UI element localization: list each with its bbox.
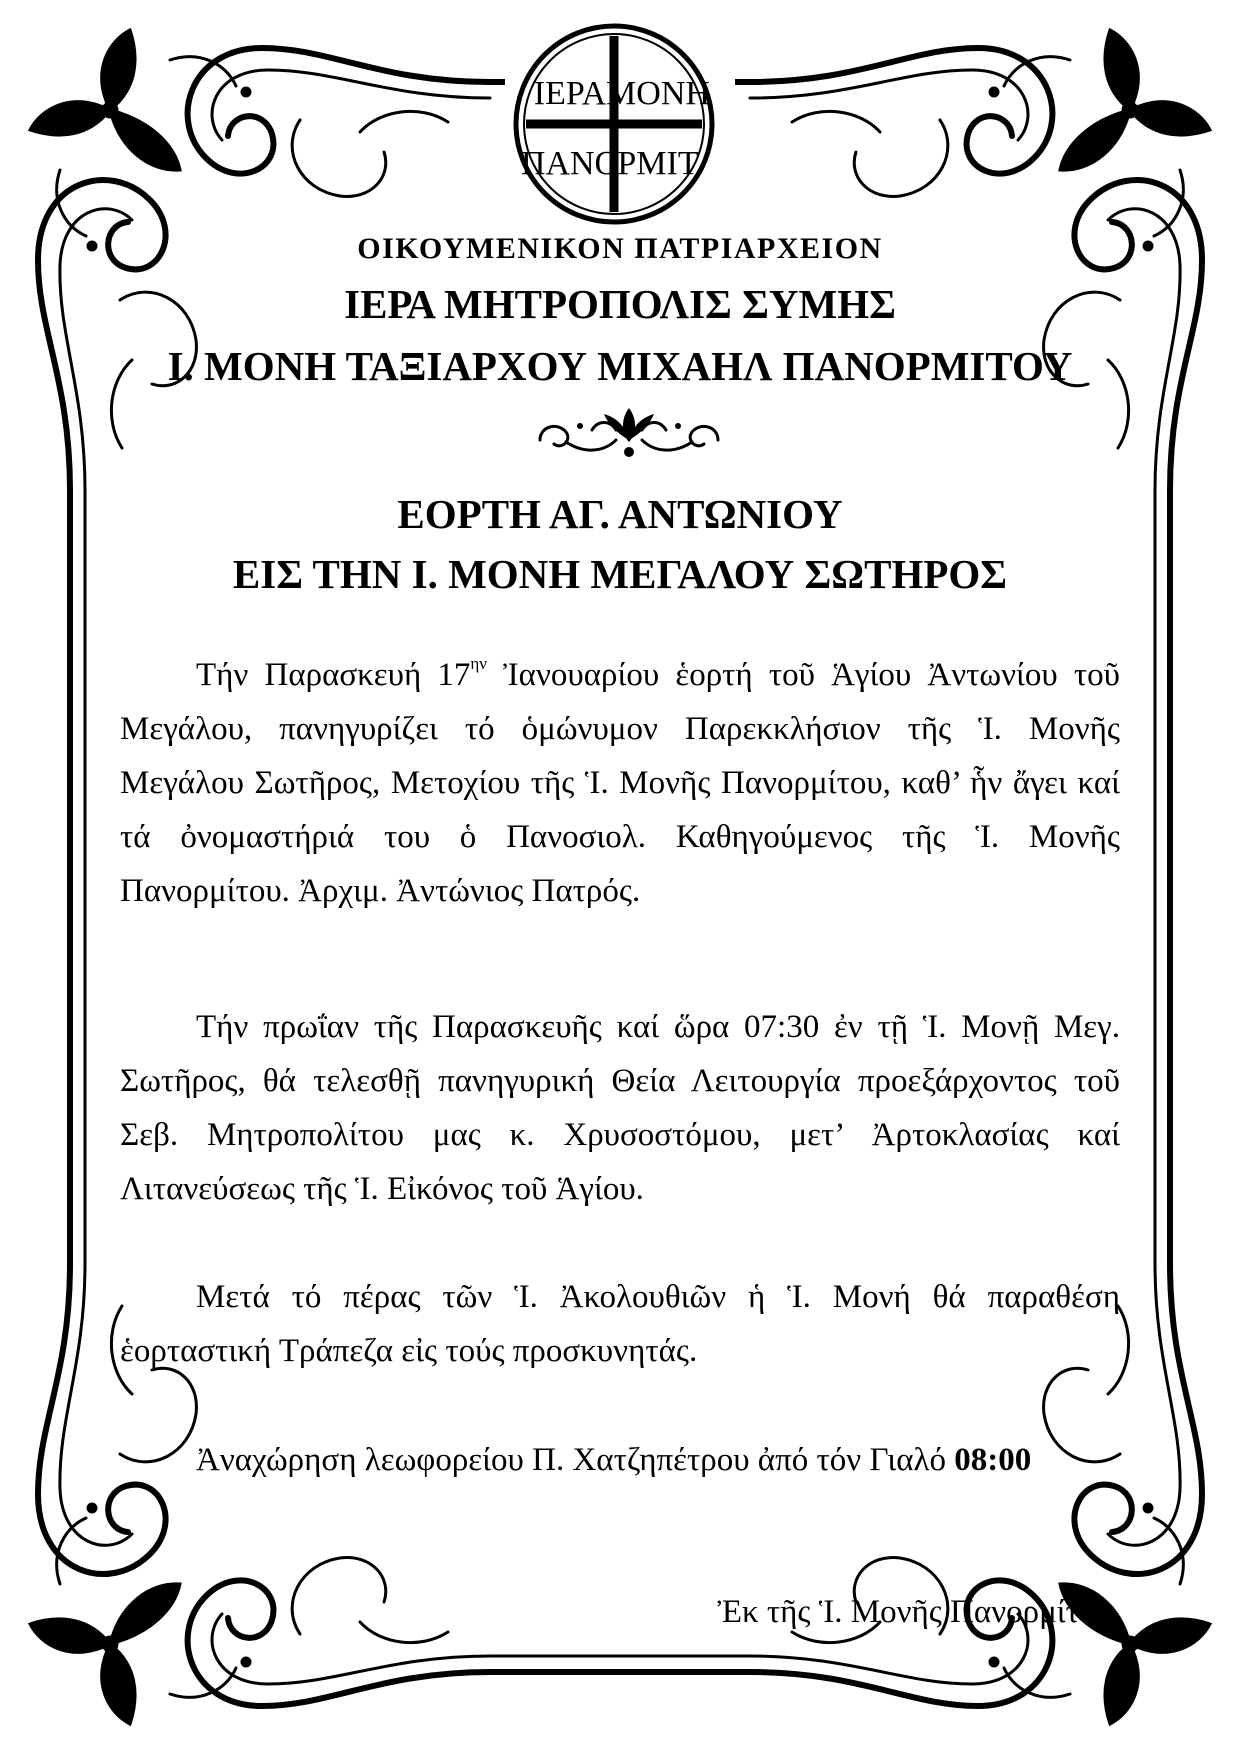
bus-departure-text: Ἀναχώρηση λεωφορείου Π. Χατζηπέτρου ἀπό τόν Γιαλό <box>196 1442 955 1478</box>
svg-text:ΡΜΙΤ: ΡΜΙΤ <box>617 145 699 182</box>
ornamental-divider <box>532 400 726 462</box>
announcement-paragraph-1 <box>120 648 1120 918</box>
monastery-seal-logo <box>512 22 716 226</box>
monastery-heading: Ι. ΜΟΝΗ ΤΑΞΙΑΡΧΟΥ ΜΙΧΑΗΛ ΠΑΝΟΡΜΙΤΟΥ <box>167 343 1073 389</box>
bus-departure-paragraph <box>120 1433 1120 1487</box>
metropolis-heading: ΙΕΡΑ ΜΗΤΡΟΠΟΛΙΣ ΣΥΜΗΣ <box>344 281 896 327</box>
svg-text:ΠΑΝΟ: ΠΑΝΟ <box>520 145 620 182</box>
feast-title: ΕΟΡΤΗ ΑΓ. ΑΝΤΩΝΙΟΥ <box>397 491 843 537</box>
announcement-paragraph-3: Μετά τό πέρας τῶν Ἱ. Ἀκολουθιῶν ἡ Ἱ. Μονή θά παραθέση ἑορταστική Τράπεζα εἰς τούς προσκυνητάς. <box>120 1279 1120 1369</box>
ordinal-suffix: ην <box>470 654 487 673</box>
p1-rest: Ἰανουαρίου ἑορτή τοῦ Ἁγίου Ἀντωνίου τοῦ Μεγάλου, πανηγυρίζει τό ὁμώνυμον Παρεκκλήσιον τῆς Ἱ. Μονῆς Μεγάλου Σωτῆρος, Μετοχίου τῆς Ἱ. Μονῆς Πανορμίτου, καθ’ ἧν ἄγει καί τά ὀνομαστήριά του ὁ Πανοσιολ. Καθηγούμενος τῆς Ἱ. Μονῆς Πανορμίτου. Ἀρχιμ. Ἀντώνιος Πατρός. <box>120 657 1120 909</box>
patriarchate-heading: ΟΙΚΟΥΜΕΝΙΚΟΝ ΠΑΤΡΙΑΡΧΕΙΟΝ <box>357 232 883 265</box>
feast-location: ΕΙΣ ΤΗΝ Ι. ΜΟΝΗ ΜΕΓΑΛΟΥ ΣΩΤΗΡΟΣ <box>232 551 1008 597</box>
svg-text:ΙΕΡΑ: ΙΕΡΑ <box>533 75 607 112</box>
departure-time: 08:00 <box>954 1442 1032 1478</box>
signature-line: Ἐκ τῆς Ἱ. Μονῆς Πανορμίτου. <box>717 1594 1120 1630</box>
p1-start: Τήν Παρασκευή 17 <box>196 657 471 693</box>
announcement-paragraph-2: Τήν πρωΐαν τῆς Παρασκευῆς καί ὥρα 07:30 ἐν τῇ Ἱ. Μονῇ Μεγ. Σωτῆρος, θά τελεσθῇ πανηγυρική Θεία Λειτουργία προεξάρχοντος τοῦ Σεβ. Μητροπολίτου μας κ. Χρυσοστόμου, μετ’ Ἀρτοκλασίας καί Λιτανεύσεως τῆς Ἱ. Εἰκόνος τοῦ Ἁγίου. <box>120 1009 1120 1207</box>
svg-text:ΜΟΝΗ: ΜΟΝΗ <box>606 75 710 112</box>
